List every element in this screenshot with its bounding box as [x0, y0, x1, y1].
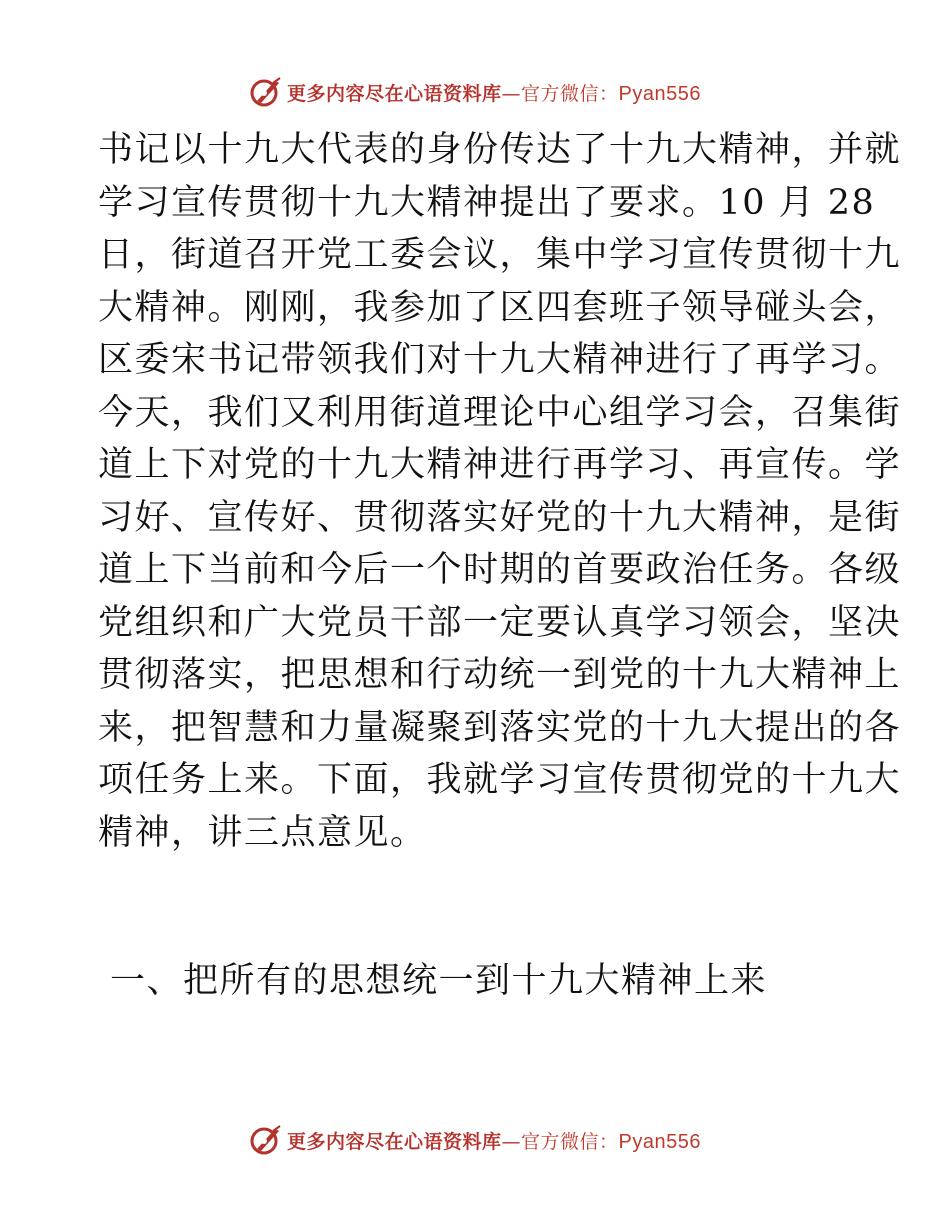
- paragraph-line: 道上下对党的十九大精神进行再学习、再宣传。学: [98, 445, 902, 485]
- banner-text: [287, 79, 701, 106]
- paragraph-line: 书记以十九大代表的身份传达了十九大精神，并就: [98, 130, 902, 170]
- banner-dash: —: [501, 82, 522, 105]
- paragraph-line: 道上下当前和今后一个时期的首要政治任务。各级: [98, 550, 902, 590]
- paragraph-line: 学习宣传贯彻十九大精神提出了要求。10 月 28: [98, 182, 876, 223]
- banner-wechat-id: Pyan556: [618, 1130, 701, 1153]
- paragraph-line: 大精神。刚刚，我参加了区四套班子领导碰头会，: [98, 287, 902, 328]
- banner-wechat-label: 官方微信：: [521, 82, 619, 105]
- paragraph-line: 今天，我们又利用街道理论中心组学习会，召集街: [98, 392, 902, 433]
- banner-main-text: 更多内容尽在心语资料库: [287, 1130, 502, 1153]
- body-paragraph: [98, 124, 902, 859]
- paragraph-line: 来，把智慧和力量凝聚到落实党的十九大提出的各: [98, 707, 902, 748]
- paragraph-line: 区委宋书记带领我们对十九大精神进行了再学习。: [98, 340, 902, 380]
- banner-wechat-id: Pyan556: [618, 82, 701, 105]
- banner-text: [287, 1127, 701, 1154]
- banner-wechat-label: 官方微信：: [521, 1130, 619, 1153]
- section-heading: 一、把所有的思想统一到十九大精神上来: [110, 961, 768, 1001]
- paragraph-line: 习好、宣传好、贯彻落实好党的十九大精神，是街: [98, 497, 902, 538]
- header-banner: [0, 70, 950, 114]
- paragraph-line: 精神，讲三点意见。: [98, 812, 427, 853]
- banner-main-text: 更多内容尽在心语资料库: [287, 82, 502, 105]
- footer-banner: [0, 1118, 950, 1162]
- quill-logo-icon: [249, 1123, 283, 1157]
- paragraph-line: 贯彻落实，把思想和行动统一到党的十九大精神上: [98, 655, 902, 695]
- paragraph-line: 党组织和广大党员干部一定要认真学习领会，坚决: [98, 602, 902, 643]
- banner-dash: —: [501, 1130, 522, 1153]
- paragraph-line: 日，街道召开党工委会议，集中学习宣传贯彻十九: [98, 235, 902, 275]
- paragraph-line: 项任务上来。下面，我就学习宣传贯彻党的十九大: [98, 760, 902, 800]
- quill-logo-icon: [249, 75, 283, 109]
